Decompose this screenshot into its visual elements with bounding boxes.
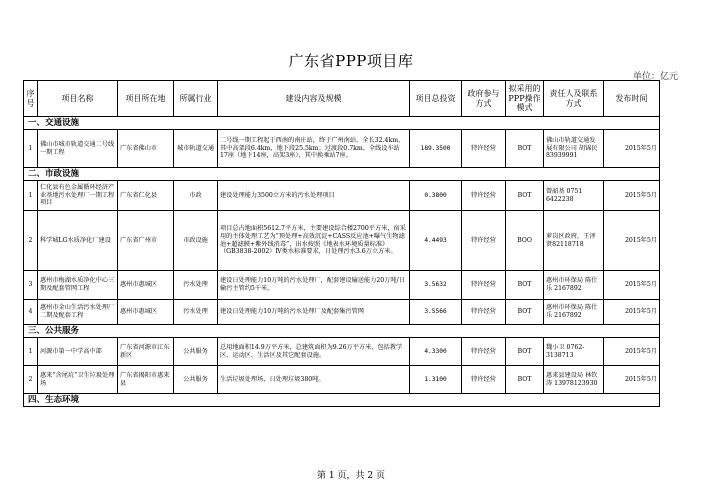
cell-investment: 3.5632 (410, 271, 462, 300)
table-row (24, 271, 660, 300)
cell-seq: 1 (24, 181, 38, 211)
cell-gov-method: 特许经营 (462, 130, 506, 168)
page-title: 广东省PPP项目库 (288, 52, 414, 70)
section-row (24, 117, 660, 130)
cell-ppp-mode: BOT (506, 271, 544, 300)
section-title: 二、市政设施 (24, 168, 660, 181)
cell-contact: 惠州市环保局 陈仕乐 2167892 (544, 271, 604, 300)
cell-content: 建设处理能力3500立方米的污水处理项目 (218, 181, 410, 211)
cell-publish: 2015年5月 (604, 211, 660, 271)
cell-industry: 污水处理 (174, 271, 218, 300)
cell-investment: 189.3500 (410, 130, 462, 168)
header-contact: 责任人及联系方式 (544, 81, 604, 117)
cell-industry: 城市轨道交通 (174, 130, 218, 168)
cell-investment: 4.3300 (410, 338, 462, 366)
cell-contact: 惠来县建设局 林钦涛 13978123930 (544, 366, 604, 394)
table-row (24, 300, 660, 325)
cell-ppp-mode: BOO (506, 211, 544, 271)
cell-investment: 1.3100 (410, 366, 462, 394)
cell-name: 惠来“含尾坑”卫生垃圾处理场 (38, 366, 118, 394)
table-row (24, 181, 660, 211)
cell-investment: 0.3800 (410, 181, 462, 211)
section-title: 四、生态环境 (24, 394, 660, 407)
cell-ppp-mode: BOT (506, 338, 544, 366)
header-content: 建设内容及规模 (218, 81, 410, 117)
cell-content: 总用地面积14.9万平方米，总建筑面积为9.26万平方米，包括教学区、运动区、生活区及其它配套设施。 (218, 338, 410, 366)
header-seq: 序号 (24, 81, 38, 117)
cell-ppp-mode: BOT (506, 300, 544, 325)
section-row (24, 325, 660, 338)
cell-location: 广东省仁化县 (118, 181, 174, 211)
header-investment: 项目总投资 (410, 81, 462, 117)
cell-gov-method: 特许经营 (462, 300, 506, 325)
header-location: 项目所在地 (118, 81, 174, 117)
cell-publish: 2015年5月 (604, 271, 660, 300)
cell-publish: 2015年5月 (604, 181, 660, 211)
cell-publish: 2015年5月 (604, 338, 660, 366)
cell-industry: 公共服务 (174, 366, 218, 394)
cell-location: 惠州市惠城区 (118, 300, 174, 325)
cell-content: 建设日处理能力10万吨的污水处理厂，配套建设输送能力20万吨/日输污主管约5千米。 (218, 271, 410, 300)
cell-seq: 4 (24, 300, 38, 325)
unit-label: 单位：亿元 (632, 72, 678, 82)
table-row (24, 338, 660, 366)
cell-name: 科学城LG水质净化厂建设 (38, 211, 118, 271)
header-gov-method: 政府参与方式 (462, 81, 506, 117)
cell-industry: 污水处理 (174, 300, 218, 325)
table-row (24, 130, 660, 168)
cell-ppp-mode: BOT (506, 181, 544, 211)
cell-investment: 4.4493 (410, 211, 462, 271)
cell-ppp-mode: BOT (506, 366, 544, 394)
cell-contact: 惠州市环保局 陈仕乐 2167892 (544, 300, 604, 325)
cell-industry: 公共服务 (174, 338, 218, 366)
cell-gov-method: 特许经营 (462, 338, 506, 366)
cell-contact: 魏小卫 0762-3138713 (544, 338, 604, 366)
cell-gov-method: 特许经营 (462, 181, 506, 211)
cell-ppp-mode: BOT (506, 130, 544, 168)
cell-location: 广东省揭阳市惠来县 (118, 366, 174, 394)
cell-content: 生活垃圾处理场，日处理垃圾380吨。 (218, 366, 410, 394)
ppp-project-table (23, 80, 660, 407)
header-industry: 所属行业 (174, 81, 218, 117)
cell-name: 仁化县有色金属循环经济产业基地污水处理厂一期工程项目 (38, 181, 118, 211)
cell-investment: 3.5566 (410, 300, 462, 325)
header-ppp-mode: 拟采用的PPP操作模式 (506, 81, 544, 117)
cell-contact: 佛山市轨道交通发展有限公司 胡锦民 83939991 (544, 130, 604, 168)
table-row (24, 366, 660, 394)
cell-contact: 萝岗区政府，王泽贤82118718 (544, 211, 604, 271)
cell-publish: 2015年5月 (604, 130, 660, 168)
cell-contact: 曾韶基 0751 6422238 (544, 181, 604, 211)
cell-content: 项目总占地面积5612.7平方米，主要建设综合楼2700平方米，宿采用的主体处理工艺为“预处理+高效沉淀+CASS反应池+曝气生物滤池+超滤膜+紫外线消毒”，出水按照《地表水环境质量标准》（GB3838-2002）Ⅳ类水标准要求，日处理污水3.6万立方米。 (218, 211, 410, 271)
cell-seq: 1 (24, 338, 38, 366)
cell-seq: 2 (24, 366, 38, 394)
section-title: 一、交通设施 (24, 117, 660, 130)
cell-content: 建设日处理能力10万吨的污水处理厂及配套集污管网 (218, 300, 410, 325)
cell-industry: 市政 (174, 181, 218, 211)
cell-location: 广东省广州市 (118, 211, 174, 271)
table-row (24, 211, 660, 271)
cell-seq: 2 (24, 211, 38, 271)
cell-publish: 2015年5月 (604, 366, 660, 394)
cell-gov-method: 特许经营 (462, 211, 506, 271)
cell-gov-method: 特许经营 (462, 366, 506, 394)
cell-seq: 1 (24, 130, 38, 168)
cell-name: 惠州市梅湖水质净化中心三期及配套管网工程 (38, 271, 118, 300)
section-row (24, 168, 660, 181)
cell-name: 佛山市城市轨道交通二号线一期工程 (38, 130, 118, 168)
cell-gov-method: 特许经营 (462, 271, 506, 300)
section-row (24, 394, 660, 407)
cell-location: 广东省佛山市 (118, 130, 174, 168)
cell-location: 惠州市惠城区 (118, 271, 174, 300)
cell-industry: 市政设施 (174, 211, 218, 271)
cell-name: 惠州市金山生活污水处理厂二期及配套工程 (38, 300, 118, 325)
page-footer: 第 1 页，共 2 页 (317, 471, 385, 481)
section-title: 三、公共服务 (24, 325, 660, 338)
header-publish: 发布时间 (604, 81, 660, 117)
cell-content: 二号线一期工程起于西南的南庄站，终于广州南站。全长32.4km，其中高架段6.4km，地下段25.5km；过渡段0.7km。全线设车站17座（地下14座，高架3座），其中换乘站7座。 (218, 130, 410, 168)
table-header-row (24, 81, 660, 117)
cell-seq: 3 (24, 271, 38, 300)
cell-location: 广东省河源市江东新区 (118, 338, 174, 366)
header-name: 项目名称 (38, 81, 118, 117)
cell-publish: 2015年5月 (604, 300, 660, 325)
cell-name: 河源市第一中学高中部 (38, 338, 118, 366)
